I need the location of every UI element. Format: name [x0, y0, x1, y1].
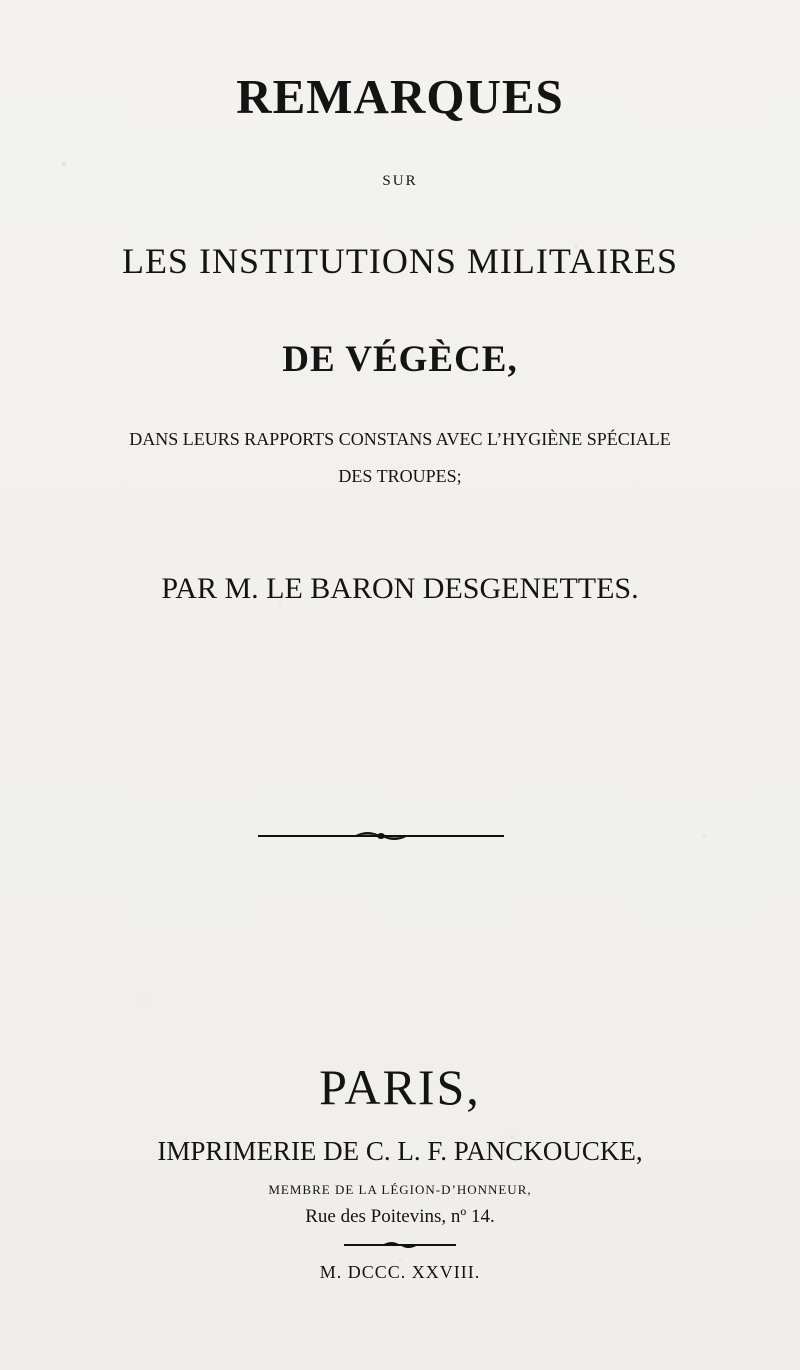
book-title: REMARQUES: [236, 69, 564, 124]
publication-date: M. DCCC. XXVIII.: [319, 1262, 481, 1282]
printer-name: IMPRIMERIE DE C. L. F. PANCKOUCKE,: [157, 1136, 643, 1166]
ornamental-rule-icon: [258, 826, 504, 846]
book-description-line-1: DANS LEURS RAPPORTS CONSTANS AVEC L’HYGIÈNE SPÉCIALE: [129, 429, 671, 449]
book-subject: LES INSTITUTIONS MILITAIRES: [121, 241, 679, 281]
printer-address: Rue des Poitevins, nº 14.: [305, 1206, 495, 1227]
publication-place: PARIS,: [319, 1059, 481, 1115]
book-author-work: DE VÉGÈCE,: [282, 339, 518, 380]
ornamental-rule-icon: [344, 1238, 456, 1252]
title-connector: SUR: [382, 173, 418, 189]
printer-membership: MEMBRE DE LA LÉGION-D’HONNEUR,: [268, 1182, 532, 1197]
book-description-line-2: DES TROUPES;: [338, 466, 462, 486]
book-author: PAR M. LE BARON DESGENETTES.: [161, 572, 639, 605]
